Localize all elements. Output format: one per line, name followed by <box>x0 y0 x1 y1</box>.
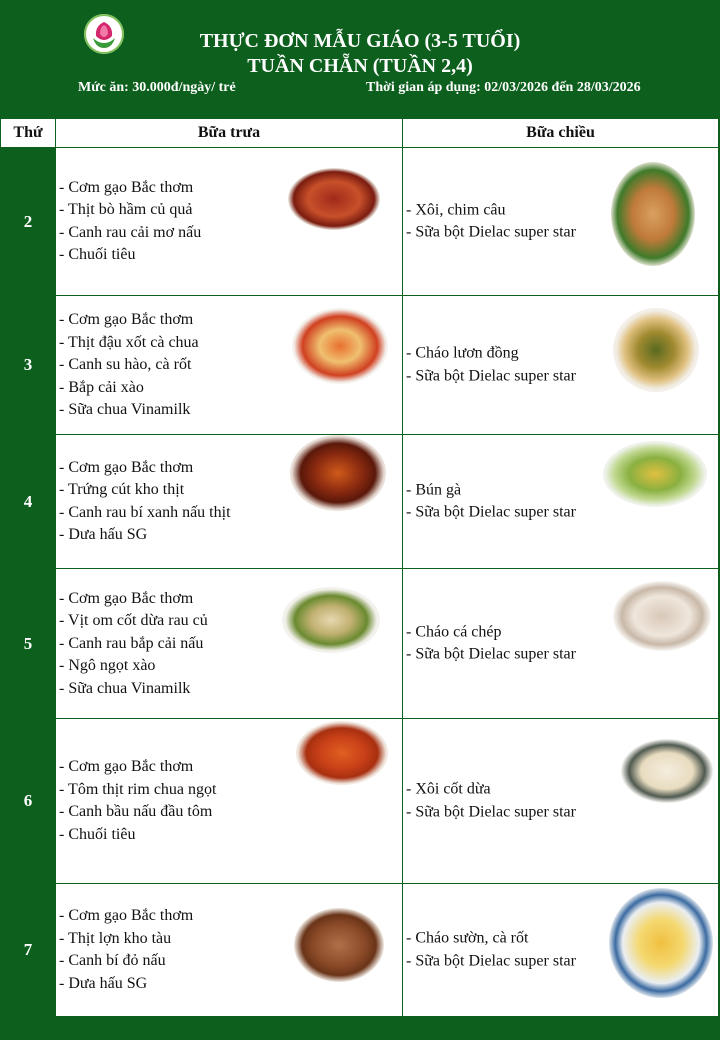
afternoon-items <box>406 928 576 973</box>
afternoon-cell <box>403 569 719 719</box>
lunch-cell <box>56 296 403 435</box>
footer-bar <box>0 1016 720 1040</box>
day-cell: 7 <box>1 884 56 1017</box>
day-cell: 3 <box>1 296 56 435</box>
afternoon-cell <box>403 296 719 435</box>
lunch-cell <box>56 884 403 1017</box>
afternoon-items <box>406 621 576 666</box>
column-header-afternoon: Bữa chiều <box>403 119 719 148</box>
food-photo <box>611 162 695 266</box>
list-item: - Canh su hào, cà rốt <box>59 355 192 373</box>
list-item: - Vịt om cốt dừa rau củ <box>59 611 208 629</box>
period-label: Thời gian áp dụng: 02/03/2026 đến 28/03/2026 <box>366 80 641 95</box>
list-item: - Thịt đậu xốt cà chua <box>59 333 199 351</box>
day-cell: 4 <box>1 435 56 569</box>
afternoon-cell <box>403 435 719 569</box>
lunch-items <box>59 177 201 267</box>
food-photo <box>288 168 380 230</box>
lunch-items <box>59 905 193 995</box>
list-item: - Bắp cải xào <box>59 378 144 396</box>
food-photo <box>294 908 384 982</box>
list-item: - Cơm gạo Bắc thơm <box>59 178 194 196</box>
list-item: - Sữa bột Dielac super star <box>406 223 576 241</box>
afternoon-items <box>406 343 576 388</box>
list-item: - Bún gà <box>406 481 462 498</box>
list-item: - Sữa chua Vinamilk <box>59 400 191 418</box>
list-item: - Canh rau bí xanh nấu thịt <box>59 503 231 521</box>
table-row <box>1 148 719 296</box>
afternoon-cell <box>403 148 719 296</box>
list-item: - Sữa chua Vinamilk <box>59 679 191 697</box>
day-cell: 5 <box>1 569 56 719</box>
header <box>0 0 720 118</box>
table-row <box>1 296 719 435</box>
menu-table <box>0 118 719 1017</box>
lunch-items <box>59 756 216 846</box>
food-photo <box>613 581 711 651</box>
list-item: - Dưa hấu SG <box>59 974 148 992</box>
table-row <box>1 719 719 884</box>
food-photo <box>296 721 388 785</box>
list-item: - Canh rau cải mơ nấu <box>59 223 202 241</box>
table-row <box>1 569 719 719</box>
afternoon-items <box>406 199 576 244</box>
list-item: - Chuối tiêu <box>59 246 136 263</box>
food-photo <box>282 587 380 653</box>
column-header-lunch: Bữa trưa <box>56 119 403 148</box>
food-photo <box>621 739 713 803</box>
afternoon-cell <box>403 719 719 884</box>
list-item: - Thịt lợn kho tàu <box>59 929 172 947</box>
list-item: - Canh rau bắp cải nấu <box>59 634 204 652</box>
afternoon-cell <box>403 884 719 1017</box>
list-item: - Sữa bột Dielac super star <box>406 503 576 521</box>
column-header-day: Thứ <box>1 119 56 148</box>
list-item: - Cơm gạo Bắc thơm <box>59 758 194 775</box>
food-photo <box>613 308 699 392</box>
list-item: - Cơm gạo Bắc thơm <box>59 310 194 328</box>
lunch-cell <box>56 148 403 296</box>
menu-title: THỰC ĐƠN MẪU GIÁO (3-5 TUỔI) <box>199 30 521 52</box>
list-item: - Cháo lươn đồng <box>406 344 519 362</box>
table-row <box>1 435 719 569</box>
food-photo <box>292 308 388 384</box>
list-item: - Ngô ngọt xào <box>59 656 156 674</box>
day-cell: 6 <box>1 719 56 884</box>
list-item: - Thịt bò hầm củ quả <box>59 201 193 218</box>
lunch-items <box>59 587 208 700</box>
list-item: - Sữa bột Dielac super star <box>406 952 576 969</box>
list-item: - Sữa bột Dielac super star <box>406 367 576 384</box>
list-item: - Sữa bột Dielac super star <box>406 645 576 663</box>
lunch-cell <box>56 569 403 719</box>
price-label: Mức ăn: 30.000đ/ngày/ trẻ <box>78 80 236 95</box>
lunch-cell <box>56 435 403 569</box>
list-item: - Cháo cá chép <box>406 623 502 640</box>
list-item: - Xôi cốt dừa <box>406 780 491 798</box>
list-item: - Cơm gạo Bắc thơm <box>59 458 194 476</box>
table-header-row <box>1 119 719 148</box>
list-item: - Tôm thịt rim chua ngọt <box>59 780 217 798</box>
list-item: - Chuối tiêu <box>59 825 136 843</box>
day-cell: 2 <box>1 148 56 296</box>
list-item: - Sữa bột Dielac super star <box>406 803 576 820</box>
list-item: - Cháo sườn, cà rốt <box>406 929 529 947</box>
lunch-cell <box>56 719 403 884</box>
list-item: - Canh bí đỏ nấu <box>59 952 166 969</box>
list-item: - Trứng cút kho thịt <box>59 481 185 498</box>
list-item: - Cơm gạo Bắc thơm <box>59 907 194 924</box>
week-subtitle: TUẦN CHẴN (TUẦN 2,4) <box>247 55 473 77</box>
lunch-items <box>59 457 231 547</box>
food-photo <box>603 441 707 507</box>
lunch-items <box>59 309 199 422</box>
list-item: - Canh bầu nấu đầu tôm <box>59 803 213 820</box>
afternoon-items <box>406 479 576 524</box>
table-row <box>1 884 719 1017</box>
food-photo <box>609 888 713 998</box>
list-item: - Cơm gạo Bắc thơm <box>59 589 194 607</box>
afternoon-items <box>406 779 576 824</box>
list-item: - Xôi, chim câu <box>406 201 506 218</box>
list-item: - Dưa hấu SG <box>59 526 148 543</box>
food-photo <box>290 435 386 511</box>
